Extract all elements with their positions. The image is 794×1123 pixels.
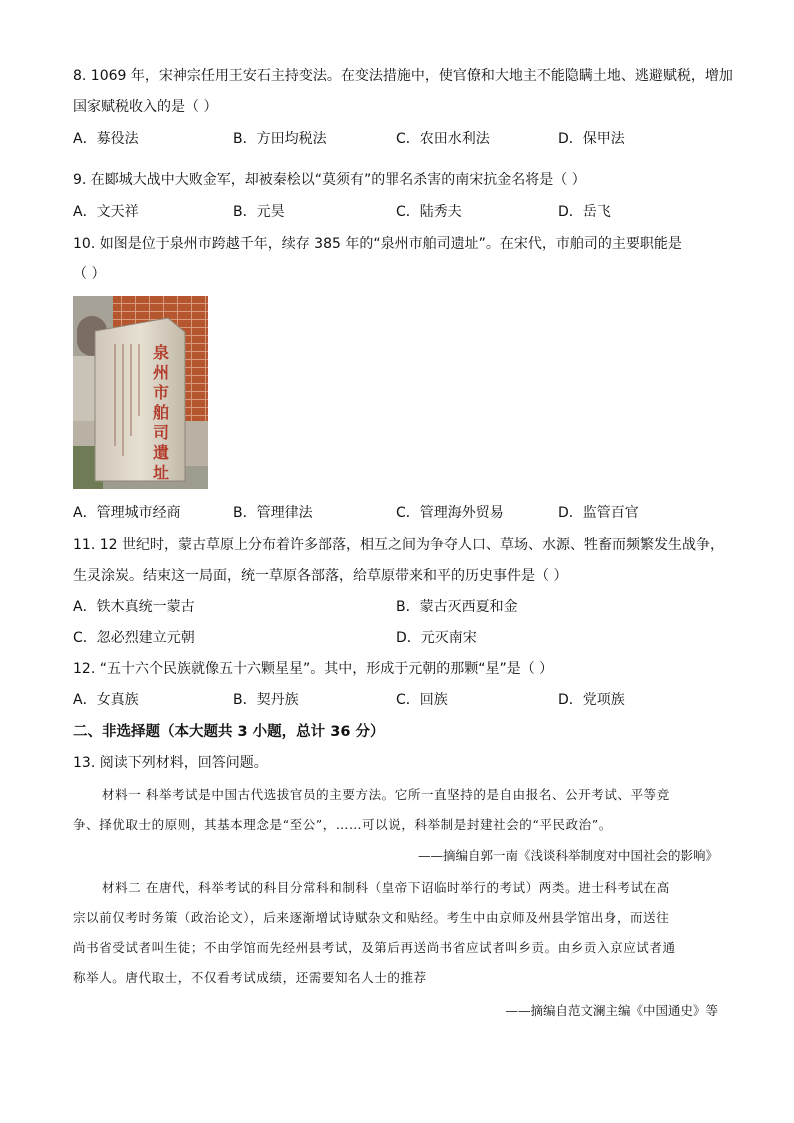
stele-char-4: 舶 [152,403,170,422]
q9-option-c[interactable]: C．陆秀夫 [396,204,462,220]
q13-source2: ——摘编自范文澜主编《中国通史》等 [505,1003,718,1018]
stele-illustration [73,296,208,489]
stele-char-2: 州 [152,363,170,382]
q8-option-c[interactable]: C．农田水利法 [396,131,490,147]
q8-stem-line2: 国家赋税收入的是（ ） [73,99,218,115]
stele-char-3: 市 [152,383,170,402]
q13-material1-line2: 争、择优取士的原则，其基本理念是“至公”，……可以说，科举制是封建社会的“平民政治”。 [73,817,612,832]
q12-option-b[interactable]: B．契丹族 [233,692,299,708]
q11-stem-line1: 11. 12 世纪时，蒙古草原上分布着许多部落，相互之间为争夺人口、草场、水源、牲畜而频繁发生战争， [73,537,724,553]
q10-option-d[interactable]: D．监管百官 [558,505,639,521]
q12-option-a[interactable]: A．女真族 [73,692,139,708]
q10-option-b[interactable]: B．管理律法 [233,505,313,521]
q9-option-d[interactable]: D．岳飞 [558,204,611,220]
q10-option-c[interactable]: C．管理海外贸易 [396,505,504,521]
q9-option-a[interactable]: A．文天祥 [73,204,139,220]
quanzhou-shibosi-stele-photo [73,296,208,489]
q13-material2-line1: 材料二 在唐代，科举考试的科目分常科和制科（皇帝下诏临时举行的考试）两类。进士科考试在高 [102,880,670,895]
q11-stem-line2: 生灵涂炭。结束这一局面，统一草原各部落，给草原带来和平的历史事件是（ ） [73,568,568,584]
q9-stem: 9. 在郾城大战中大败金军，却被秦桧以“莫须有”的罪名杀害的南宋抗金名将是（ ） [73,172,586,188]
q10-option-a[interactable]: A．管理城市经商 [73,505,181,521]
q11-option-a[interactable]: A．铁木真统一蒙古 [73,599,195,615]
stele-char-7: 址 [152,463,170,482]
q12-stem: 12. “五十六个民族就像五十六颗星星”。其中，形成于元朝的那颗“星”是（ ） [73,661,554,677]
stele-char-1: 泉 [152,343,170,362]
q11-option-b[interactable]: B．蒙古灭西夏和金 [396,599,518,615]
q13-material1-line1: 材料一 科举考试是中国古代选拔官员的主要方法。它所一直坚持的是自由报名、公开考试、平等竞 [102,787,670,802]
q13-material2-line4: 称举人。唐代取士，不仅看考试成绩，还需要知名人士的推荐 [73,970,427,985]
q8-option-d[interactable]: D．保甲法 [558,131,625,147]
q10-stem-line1: 10. 如图是位于泉州市跨越千年，续存 385 年的“泉州市舶司遗址”。在宋代，市舶司的主要职能是 [73,236,682,252]
q13-intro: 13. 阅读下列材料，回答问题。 [73,755,268,771]
q10-stem-line2: （ ） [73,266,106,282]
q11-option-d[interactable]: D．元灭南宋 [396,630,477,646]
section-2-heading: 二、非选择题（本大题共 3 小题，总计 36 分） [73,724,385,740]
q8-option-b[interactable]: B．方田均税法 [233,131,327,147]
q12-option-d[interactable]: D．党项族 [558,692,625,708]
q12-option-c[interactable]: C．回族 [396,692,448,708]
q9-option-b[interactable]: B．元昊 [233,204,285,220]
stele-char-5: 司 [152,423,170,442]
q13-source1: ——摘编自郭一南《浅谈科举制度对中国社会的影响》 [417,848,718,863]
q8-stem-line1: 8. 1069 年，宋神宗任用王安石主持变法。在变法措施中，使官僚和大地主不能隐瞒土地、逃避赋税，增加 [73,68,733,84]
q13-material2-line3: 尚书省受试者叫生徒；不由学馆而先经州县考试，及第后再送尚书省应试者叫乡贡。由乡贡入京应试者通 [73,940,676,955]
stele-char-6: 遺 [152,443,170,462]
q8-option-a[interactable]: A．募役法 [73,131,139,147]
q11-option-c[interactable]: C．忽必烈建立元朝 [73,630,195,646]
q13-material2-line2: 宗以前仅考时务策（政治论文），后来逐渐增试诗赋杂文和贴经。考生中由京师及州县学馆出身，而送往 [73,910,670,925]
